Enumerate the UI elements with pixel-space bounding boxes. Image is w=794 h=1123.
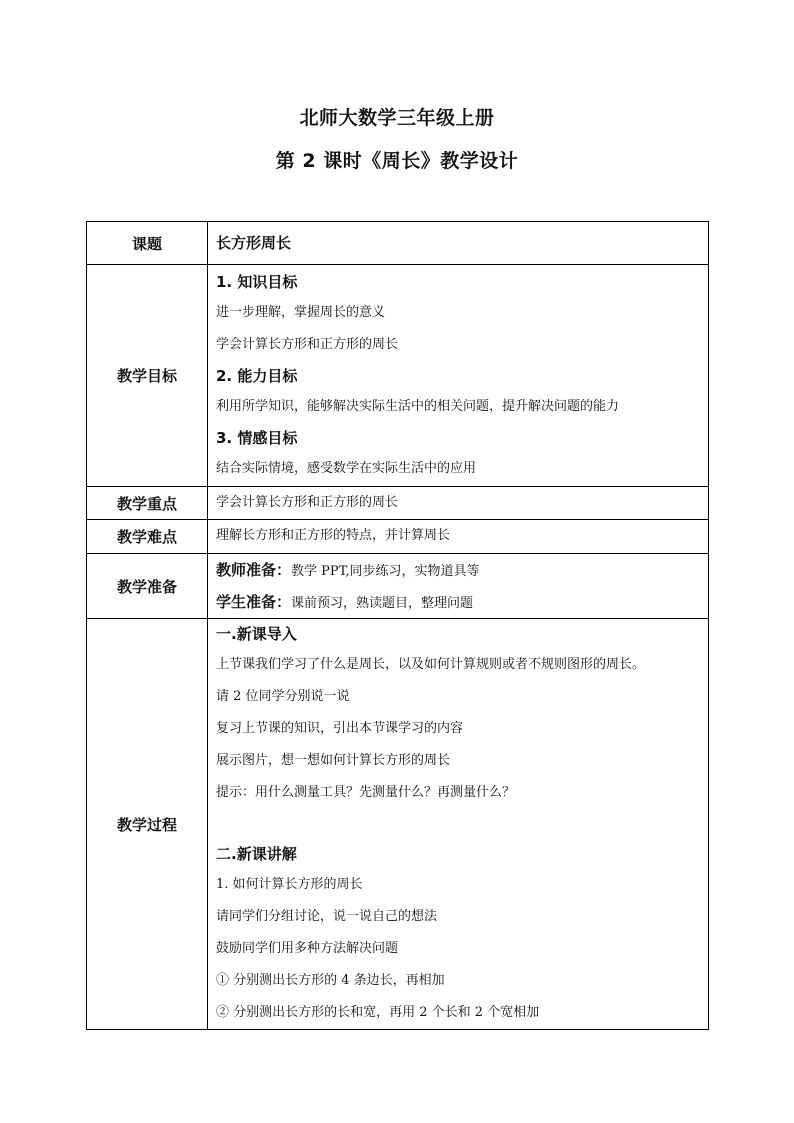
student-prep — [216, 586, 700, 618]
goals-line: 进一步理解，掌握周长的意义 — [216, 305, 386, 320]
teacher-prep-label: 教师准备： — [216, 561, 292, 579]
topic-value: 长方形周长 — [216, 234, 292, 252]
table-row-difficulty — [87, 520, 709, 554]
student-prep-label: 学生准备： — [216, 593, 292, 611]
table-row-goals — [87, 265, 709, 487]
document-title: 北师大数学三年级上册 — [299, 107, 495, 129]
difficulty-cell — [208, 520, 709, 554]
goals-line: 结合实际情境，感受数学在实际生活中的应用 — [216, 461, 477, 476]
process-line: 提示：用什么测量工具？先测量什么？再测量什么？ — [216, 785, 516, 800]
spacer — [216, 809, 700, 839]
topic-cell — [208, 222, 709, 265]
difficulty-value: 理解长方形和正方形的特点，并计算周长 — [216, 528, 451, 543]
key-points-value: 学会计算长方形和正方形的周长 — [216, 495, 399, 510]
process-label: 教学过程 — [87, 619, 208, 1030]
preparation-label: 教学准备 — [87, 554, 208, 619]
process-line: 请同学们分组讨论，说一说自己的想法 — [216, 909, 438, 924]
difficulty-label: 教学难点 — [87, 520, 208, 554]
goals-line: 学会计算长方形和正方形的周长 — [216, 337, 399, 352]
process-line: 鼓励同学们用多种方法解决问题 — [216, 941, 399, 956]
process-line: 展示图片，想一想如何计算长方形的周长 — [216, 753, 451, 768]
process-heading-intro: 一.新课导入 — [216, 625, 297, 643]
process-heading-new-lesson: 二.新课讲解 — [216, 845, 297, 863]
key-points-cell — [208, 487, 709, 520]
goals-line: 利用所学知识，能够解决实际生活中的相关问题，提升解决问题的能力 — [216, 399, 620, 414]
table-row-key-points — [87, 487, 709, 520]
process-line: 请 2 位同学分别说一说 — [216, 689, 350, 704]
table-row-topic — [87, 222, 709, 265]
goals-label: 教学目标 — [87, 265, 208, 487]
student-prep-value: 课前预习，熟读题目，整理问题 — [291, 596, 474, 611]
lesson-plan-table — [86, 221, 709, 1030]
process-line: 上节课我们学习了什么是周长，以及如何计算规则或者不规则图形的周长。 — [216, 657, 646, 672]
topic-label: 课题 — [87, 222, 208, 265]
process-line: 复习上节课的知识，引出本节课学习的内容 — [216, 721, 464, 736]
process-line: 1. 如何计算长方形的周长 — [216, 877, 363, 892]
goals-heading-emotion: 3. 情感目标 — [216, 429, 298, 447]
teacher-prep-value: 教学 PPT,同步练习，实物道具等 — [291, 564, 480, 579]
goals-heading-ability: 2. 能力目标 — [216, 367, 298, 385]
process-line: ② 分别测出长方形的长和宽，再用 2 个长和 2 个宽相加 — [216, 1005, 540, 1020]
process-line: ① 分别测出长方形的 4 条边长，再相加 — [216, 973, 445, 988]
process-cell — [208, 619, 709, 1030]
key-points-label: 教学重点 — [87, 487, 208, 520]
teacher-prep — [216, 554, 700, 586]
goals-heading-knowledge: 1. 知识目标 — [216, 273, 298, 291]
goals-cell — [208, 265, 709, 487]
lesson-title: 第 2 课时《周长》教学设计 — [275, 150, 519, 172]
table-row-process — [87, 619, 709, 1030]
preparation-cell — [208, 554, 709, 619]
table-row-preparation — [87, 554, 709, 619]
